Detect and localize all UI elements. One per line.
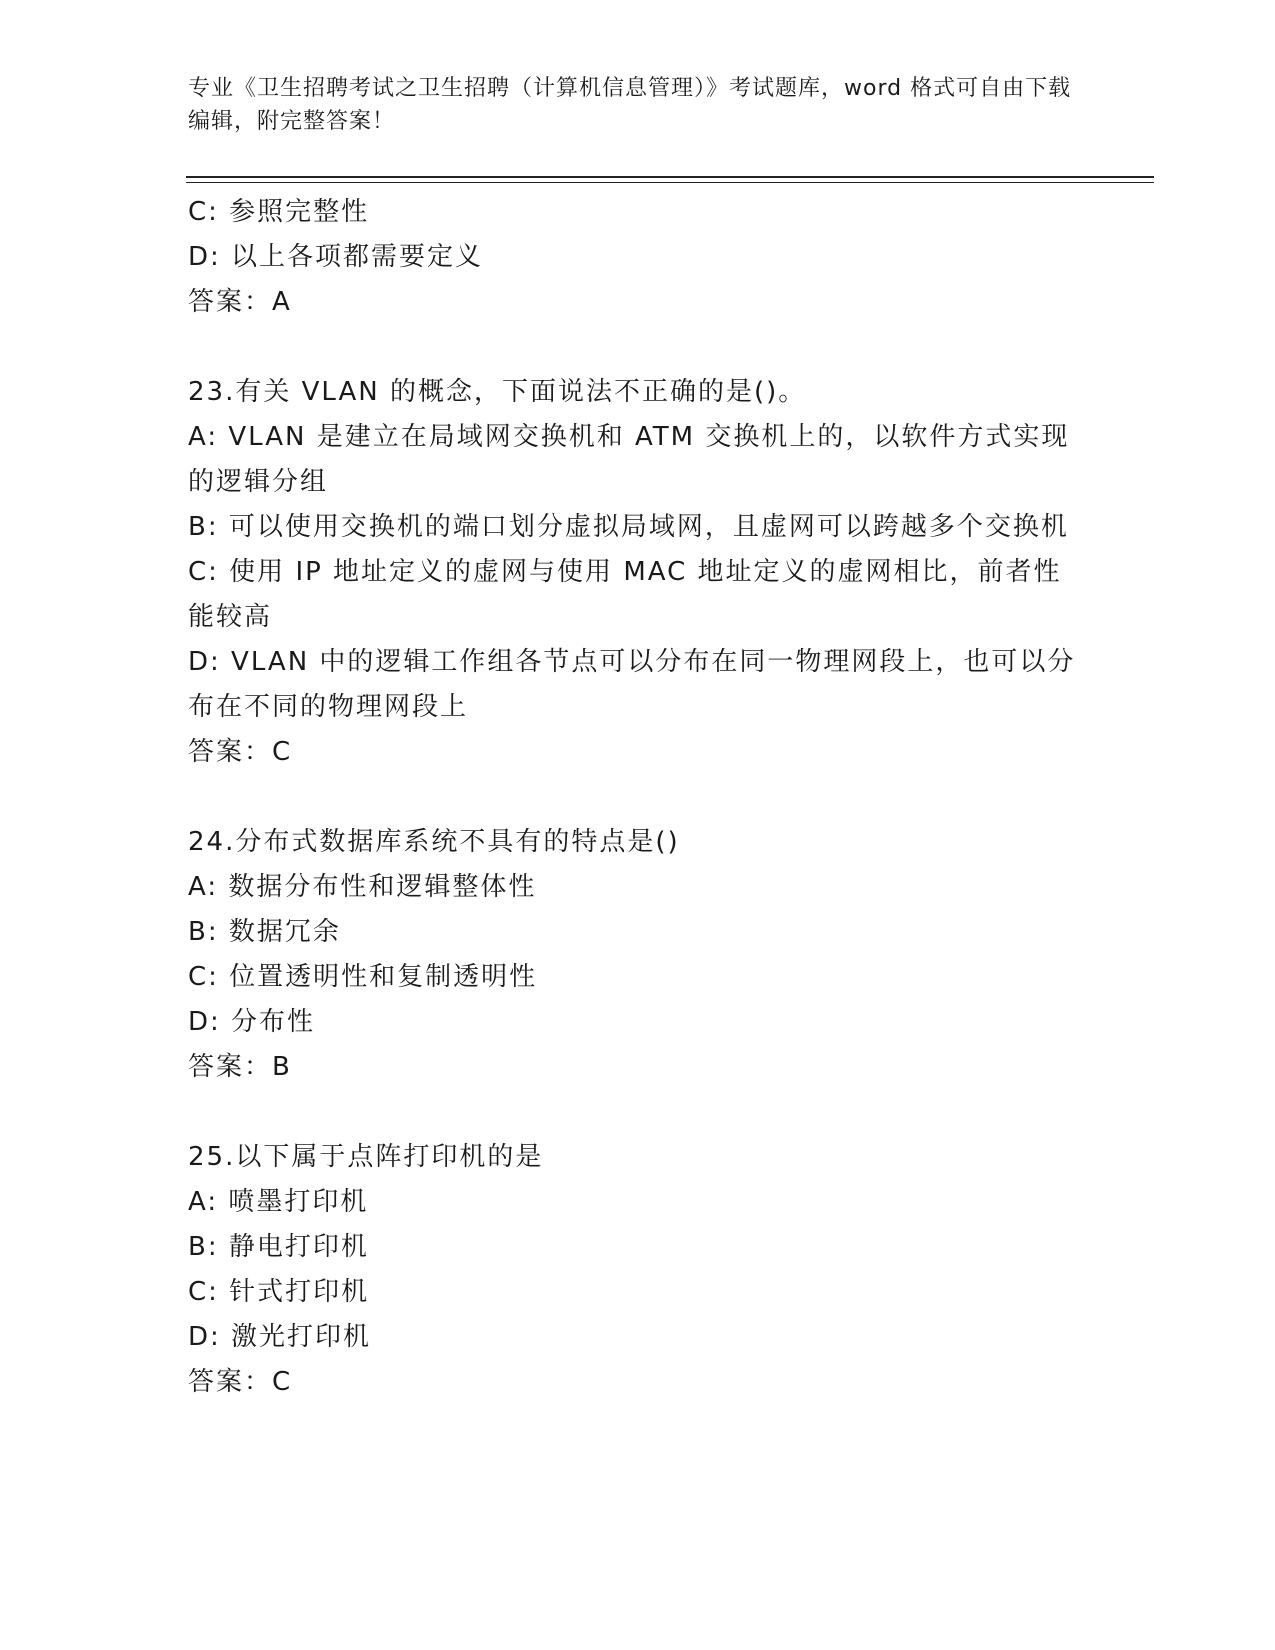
answer-prev: 答案：A: [188, 287, 292, 317]
spacer: [188, 325, 1088, 370]
q24-option-a: A: 数据分布性和逻辑整体性: [188, 872, 537, 902]
q25-option-c: C: 针式打印机: [188, 1277, 370, 1307]
spacer: [188, 775, 1088, 820]
q25-option-d: D: 激光打印机: [188, 1322, 372, 1352]
question-24: 24.分布式数据库系统不具有的特点是(): [188, 827, 680, 857]
q25-option-b: B: 静电打印机: [188, 1232, 369, 1262]
question-25: 25.以下属于点阵打印机的是: [188, 1142, 544, 1172]
header-rule-thin: [186, 182, 1154, 183]
header-rule-thick: [186, 176, 1154, 178]
q23-option-a: A: VLAN 是建立在局域网交换机和 ATM 交换机上的，以软件方式实现的逻辑分组: [188, 422, 1070, 497]
q25-option-a: A: 喷墨打印机: [188, 1187, 369, 1217]
q23-option-c: C: 使用 IP 地址定义的虚网与使用 MAC 地址定义的虚网相比，前者性能较高: [188, 557, 1062, 632]
document-header: 专业《卫生招聘考试之卫生招聘（计算机信息管理）》考试题库，word 格式可自由下载编辑，附完整答案！: [188, 76, 1072, 134]
q24-answer: 答案：B: [188, 1052, 292, 1082]
option-d-prev: D: 以上各项都需要定义: [188, 242, 484, 272]
q23-option-b: B: 可以使用交换机的端口划分虚拟局域网，且虚网可以跨越多个交换机: [188, 512, 1069, 542]
q24-option-c: C: 位置透明性和复制透明性: [188, 962, 538, 992]
spacer: [188, 1090, 1088, 1135]
q23-answer: 答案：C: [188, 737, 293, 767]
option-c-prev: C: 参照完整性: [188, 197, 370, 227]
question-list: [188, 190, 1088, 1405]
q24-option-d: D: 分布性: [188, 1007, 316, 1037]
question-23: 23.有关 VLAN 的概念，下面说法不正确的是()。: [188, 377, 807, 407]
q23-option-d: D: VLAN 中的逻辑工作组各节点可以分布在同一物理网段上，也可以分布在不同的物理网段上: [188, 647, 1076, 722]
q24-option-b: B: 数据冗余: [188, 917, 341, 947]
q25-answer: 答案：C: [188, 1367, 293, 1397]
